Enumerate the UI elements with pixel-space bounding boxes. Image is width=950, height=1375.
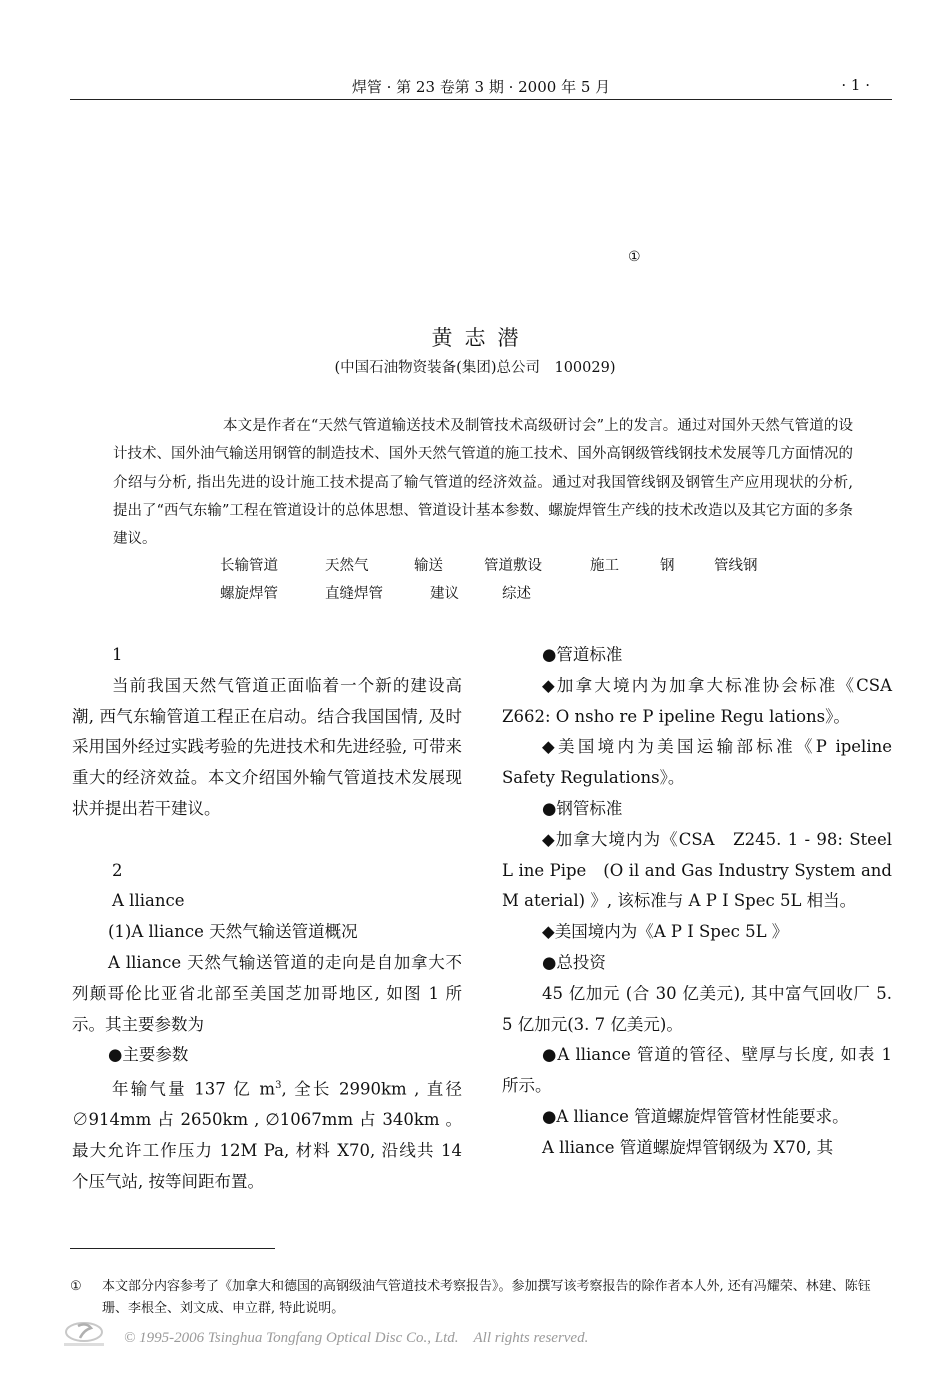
journal-citation: 焊管 · 第 23 卷第 3 期 · 2000 年 5 月 [351,78,611,96]
right-column [502,640,909,1164]
title-footnote-marker[interactable]: ① [628,249,641,265]
main-params-text [72,1071,462,1198]
spacer [72,825,462,856]
page-number: · 1 · [841,76,870,94]
subsection-1-body: A lliance 天然气输送管道的走向是自加拿大不列颠哥伦比亚省北部至美国芝加哥地区, 如图 1 所示。其主要参数为 [72,952,462,1034]
section-1-body: 当前我国天然气管道正面临着一个新的建设高潮, 西气东输管道工程正在启动。结合我国国情, 及时采用国外经过实践考验的先进技术和先进经验, 可带来重大的经济效益。本文介绍国外输气管道技术发展现状并提出若干建议。 [72,675,462,818]
keywords-row-1 [220,554,840,578]
canada-pipeline-standard: ◆加拿大境内为加拿大标准协会标准《CSA Z662: O nsho re P ipeline Regu lations》。 [502,675,909,726]
bullet-main-params: ●主要参数 [108,1045,189,1065]
footnote [70,1276,892,1320]
keyword: 钢 [660,558,675,574]
superscript-3: 3 [275,1080,282,1092]
keyword: 施工 [590,558,619,574]
footnote-marker: ① [70,1279,82,1294]
investment-text: 45 亿加元 (合 30 亿美元), 其中富气回收厂 5. 5 亿加元(3. 7 亿美元)。 [502,983,892,1034]
bullet-total-investment: ●总投资 [542,952,606,972]
us-pipe-standard: ◆美国境内为《A P I Spec 5L 》 [542,922,789,942]
keywords-row-2 [220,582,840,606]
pipe-grade-text: A lliance 管道螺旋焊管钢级为 X70, 其 [542,1137,834,1157]
bullet-pipeline-standard: ●管道标准 [542,645,623,664]
left-column [72,640,462,1198]
section-1-number: 1 [112,645,123,664]
main-params-pre: 年输气量 137 亿 m [112,1079,276,1099]
footnote-text: 本文部分内容参考了《加拿大和德国的高钢级油气管道技术考察报告》。参加撰写该考察报告的除作者本人外, 还有冯耀荣、林建、陈钰珊、李根全、刘文成、申立群, 特此说明。 [102,1279,871,1316]
keyword: 长输管道 [220,558,278,574]
footnote-rule [70,1248,275,1249]
bullet-pipe-standard: ●钢管标准 [542,798,623,818]
copyright-notice: © 1995-2006 Tsinghua Tongfang Optical Disc Co., Ltd. All rights reserved. [124,1330,589,1346]
running-header [70,74,892,100]
author-name: 黄志潜 [431,326,531,350]
main-params-post: , 全长 2990km , 直径 ∅914mm 占 2650km , ∅1067mm 占 340km 。最大允许工作压力 12M Pa, 材料 X70, 沿线共 14 个压气站, 按等间距布置。 [72,1079,463,1192]
abstract-text: 本文是作者在“天然气管道输送技术及制管技术高级研讨会”上的发言。通过对国外天然气管道的设计技术、国外油气输送用钢管的制造技术、国外天然气管道的施工技术、国外高钢级管线钢技术发展等几方面情况的介绍与分析, 指出先进的设计施工技术提高了输气管道的经济效益。通过对我国管线钢及钢管生产应用现状的分析, 提出了“西气东输”工程在管道设计的总体思想、管道设计基本参数、螺旋焊管生产线的技术改造以及其它方面的多条建议。 [113,418,853,548]
canada-pipe-standard: ◆加拿大境内为《CSA Z245. 1 - 98: Steel L ine Pipe (O il and Gas Industry System and M aterial) 》, 该标准与 A P I Spec 5L 相当。 [502,829,892,911]
abstract [113,412,853,553]
bullet-pipe-properties: ●A lliance 管道螺旋焊管管材性能要求。 [542,1106,849,1126]
author-affiliation: (中国石油物资装备(集团)总公司 100029) [334,360,616,376]
keyword: 管道敷设 [484,558,542,574]
keyword: 天然气 [325,558,369,574]
keyword: 输送 [414,558,443,574]
section-2-title: A lliance [112,891,185,911]
cnki-logo-icon [58,1318,110,1350]
section-2-number: 2 [112,860,123,880]
us-pipeline-standard: ◆美国境内为美国运输部标准《P ipeline Safety Regulations》。 [502,737,892,788]
subsection-1-title: (1)A lliance 天然气输送管道概况 [108,922,358,942]
keyword: 管线钢 [714,558,758,574]
keyword: 直缝焊管 [325,586,383,602]
bullet-pipe-dimensions: ●A lliance 管道的管径、壁厚与长度, 如表 1 所示。 [502,1045,892,1096]
keyword: 综述 [502,586,531,602]
keyword: 建议 [430,586,459,602]
keyword: 螺旋焊管 [220,586,278,602]
